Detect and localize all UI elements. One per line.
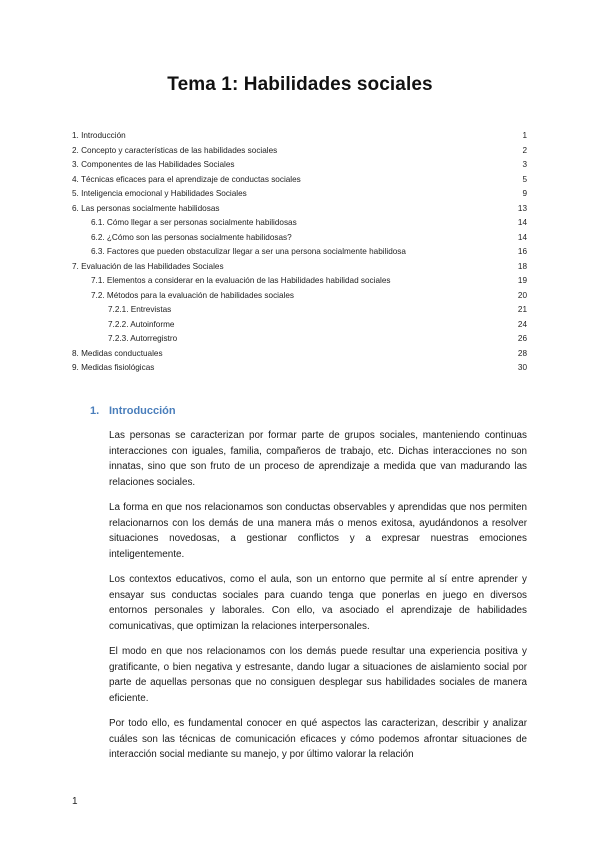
toc-entry[interactable] [72,129,527,144]
toc-entry[interactable] [72,274,527,289]
toc-entry-label: 5. Inteligencia emocional y Habilidades Sociales [72,189,247,198]
section-heading [90,405,176,417]
toc-entry[interactable] [72,318,527,333]
toc-entry[interactable] [72,289,527,304]
page-number: 1 [72,796,78,807]
body-paragraph [109,644,527,706]
toc-entry-page: 30 [517,363,527,372]
toc-entry-page: 1 [522,131,527,140]
section-title: Introducción [109,405,176,417]
toc-entry-label: 7. Evaluación de las Habilidades Sociales [72,261,224,271]
paragraph-text: Por todo ello, es fundamental conocer en qué aspectos las caracterizan, describir y analizar cuáles son las técnicas de comunicación eficaces y cómo podemos afrontar situaciones de interacción social mediante su manejo, y por último valorar la relación [109,718,527,761]
toc-entry[interactable] [72,303,527,318]
body-paragraph [109,428,527,490]
toc-entry-page: 13 [517,203,527,213]
paragraph-text: El modo en que nos relacionamos con los demás puede resultar una experiencia positiva y gratificante, o bien negativa y estresante, dando lugar a situaciones de aislamiento social por parte de aquellas personas que no consiguen desplegar sus habilidades sociales de manera eficiente. [109,646,527,704]
toc-entry-page: 28 [517,348,527,358]
body-paragraph [109,716,527,763]
toc-entry-page: 18 [517,261,527,271]
body-paragraph [109,500,527,562]
document-title: Tema 1: Habilidades sociales [167,74,433,95]
toc-entry[interactable] [72,245,527,260]
toc-entry[interactable] [72,158,527,173]
toc-entry-label: 7.2.1. Entrevistas [108,305,172,314]
toc-entry-label: 7.1. Elementos a considerar en la evaluación de las Habilidades habilidad sociales [91,276,391,285]
section-number: 1. [90,405,100,417]
toc-entry-page: 21 [517,305,527,314]
toc-entry-label: 2. Concepto y características de las habilidades sociales [72,145,278,155]
toc-entry-label: 8. Medidas conductuales [72,348,163,358]
toc-entry-page: 20 [517,290,527,300]
toc-entry-label: 6. Las personas socialmente habilidosas [72,203,220,213]
toc-entry-page: 9 [522,189,527,198]
toc-entry-page: 26 [517,334,527,343]
toc-entry-page: 3 [522,160,527,169]
toc-entry-label: 6.2. ¿Cómo son las personas socialmente habilidosas? [91,232,292,242]
toc-entry[interactable] [72,173,527,188]
toc-entry[interactable] [72,187,527,202]
toc-entry-label: 6.1. Cómo llegar a ser personas socialmente habilidosas [91,218,297,227]
toc-entry-label: 7.2. Métodos para la evaluación de habilidades sociales [91,290,295,300]
toc-entry-page: 2 [522,145,527,155]
toc-entry[interactable] [72,216,527,231]
toc-entry-label: 3. Componentes de las Habilidades Sociales [72,160,235,169]
paragraph-text: Los contextos educativos, como el aula, son un entorno que permite al sí entre aprender y ensayar sus conductas sociales para cuando tenga que ponerlas en juego en diversos entornos personales y laborales. Con ello, va asociado el aprendizaje de habilidades comunicativas, que optimizan la relaciones interpersonales. [109,574,527,632]
toc-entry-page: 24 [517,319,527,329]
toc-entry-page: 14 [517,218,527,227]
toc-entry-page: 19 [517,276,527,285]
toc-entry[interactable] [72,231,527,246]
toc-entry[interactable] [72,332,527,347]
toc-entry[interactable] [72,361,527,376]
paragraph-text: Las personas se caracterizan por formar parte de grupos sociales, manteniendo continuas interacciones con iguales, familia, compañeros de trabajo, etc. Dichas interacciones no son innatas, sino que son fruto de un proceso de aprendizaje a medida que van madurando las relaciones sociales. [109,430,527,488]
body-paragraph [109,572,527,634]
toc-entry-page: 5 [522,174,527,184]
table-of-contents [72,129,527,376]
toc-entry-page: 16 [517,247,527,256]
toc-entry[interactable] [72,144,527,159]
toc-entry-label: 4. Técnicas eficaces para el aprendizaje de conductas sociales [72,174,301,184]
toc-entry-label: 6.3. Factores que pueden obstaculizar llegar a ser una persona socialmente habilidosa [91,247,406,256]
paragraph-text: La forma en que nos relacionamos son conductas observables y aprendidas que nos permiten relacionarnos con los demás de una manera más o menos exitosa, ayudándonos a resolver situaciones novedosas, a gestionar conflictos y a expresar nuestras emociones inteligentemente. [109,502,527,560]
toc-entry[interactable] [72,347,527,362]
toc-entry-label: 7.2.3. Autorregistro [108,334,178,343]
toc-entry-page: 14 [517,232,527,242]
toc-entry-label: 7.2.2. Autoinforme [108,319,175,329]
toc-entry-label: 1. Introducción [72,131,126,140]
toc-entry[interactable] [72,260,527,275]
toc-entry[interactable] [72,202,527,217]
toc-entry-label: 9. Medidas fisiológicas [72,363,155,372]
